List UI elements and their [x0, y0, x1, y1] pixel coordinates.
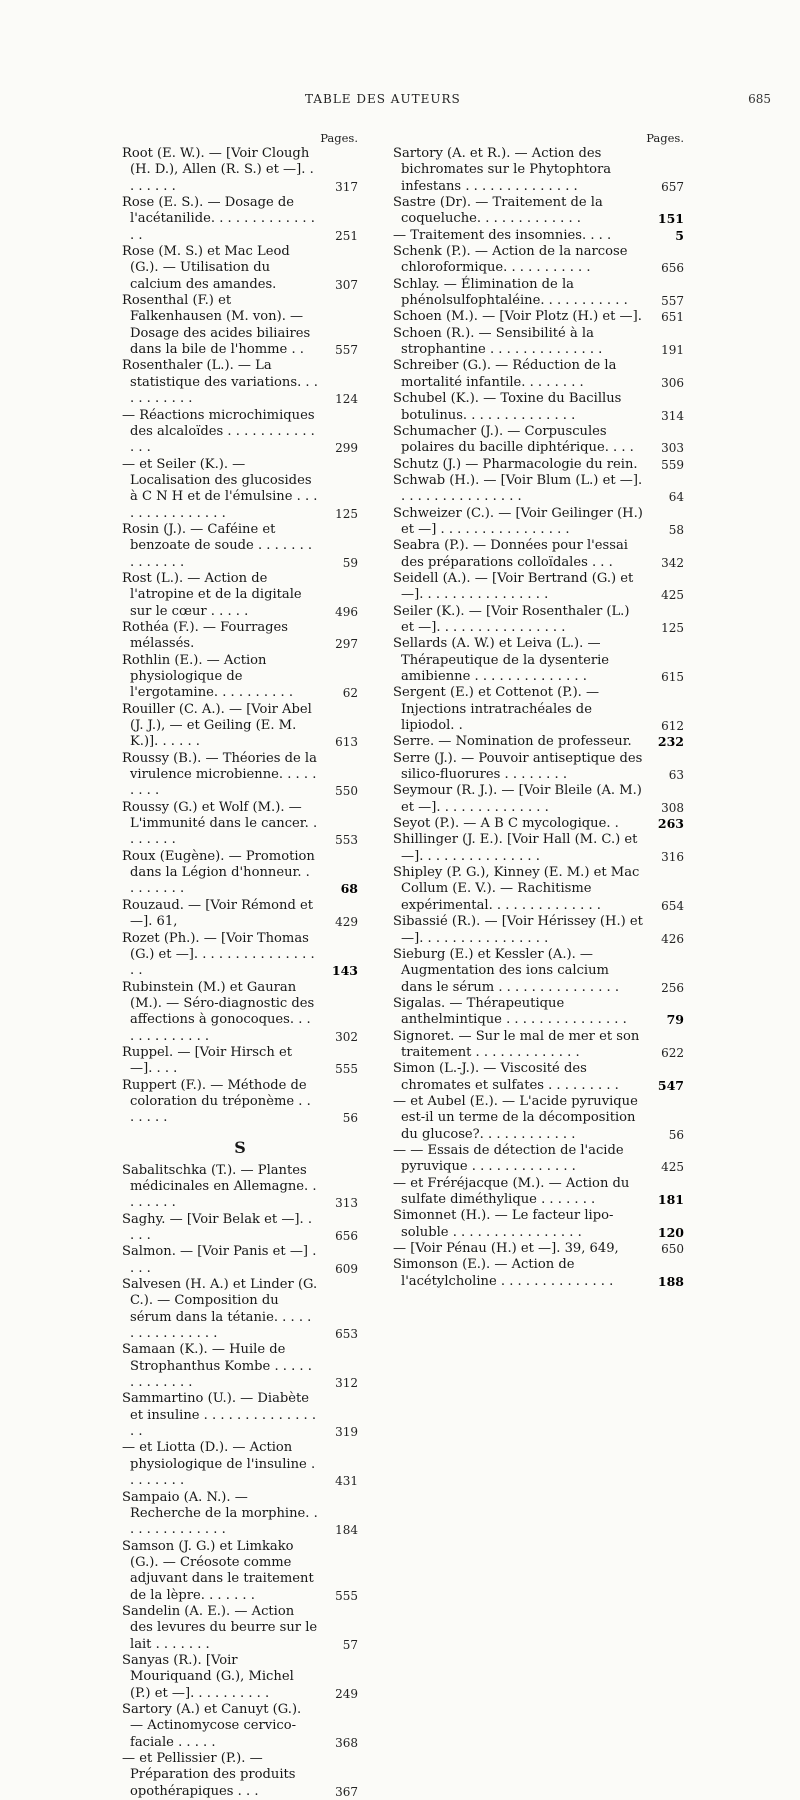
entry-page: 314: [661, 408, 684, 423]
index-entry: [393, 228, 684, 244]
index-entry: [393, 1208, 684, 1241]
entry-text: Rose (M. S.) et Mac Leod (G.). — Utilisation du calcium des amandes.: [122, 244, 290, 292]
index-entry: [122, 849, 358, 898]
index-entry: [122, 358, 358, 407]
entry-page: 303: [661, 441, 684, 456]
entry-text: Rouzaud. — [Voir Rémond et —]. 61,: [122, 897, 314, 930]
index-entry: [393, 996, 684, 1029]
entry-text: Sandelin (A. E.). — Action des levures du beurre sur le lait . . . . . . .: [122, 1603, 318, 1652]
entry-page: 317: [335, 179, 358, 194]
entry-page: 64: [668, 490, 684, 505]
index-entry: [393, 1029, 684, 1062]
entry-text: Samaan (K.). — Huile de Strophanthus Kombe . . . . . . . . . . . . .: [122, 1342, 312, 1391]
entry-text: Schoen (M.). — [Voir Plotz (H.) et —].: [393, 309, 642, 325]
index-entry: [393, 391, 684, 424]
entry-page: 557: [661, 294, 684, 309]
running-title: TABLE DES AUTEURS: [305, 92, 461, 106]
entry-text: Sergent (E.) et Cottenot (P.). — Injections intratrachéales de lipiodol. .: [393, 685, 600, 734]
entry-page: 622: [661, 1045, 684, 1060]
entry-text: Saghy. — [Voir Belak et —]. . . . .: [122, 1211, 313, 1243]
entry-page: 547: [657, 1077, 684, 1093]
entry-page: 615: [661, 670, 684, 684]
entry-text: Root (E. W.). — [Voir Clough (H. D.), Allen (R. S.) et —]. . . . . . . .: [122, 146, 314, 194]
entry-page: 62: [342, 686, 358, 701]
entry-text: Sartory (A. et R.). — Action des bichromates sur le Phytophtora infestans . . . . . . . . . . . . . .: [393, 146, 612, 194]
index-entry: [393, 685, 684, 734]
entry-page: 612: [661, 719, 684, 734]
index-entry: [122, 195, 358, 244]
entry-page: 550: [335, 784, 358, 799]
entry-page: 319: [335, 1425, 358, 1440]
entry-text: Sammartino (U.). — Diabète et insuline . . . . . . . . . . . . . . . .: [122, 1391, 317, 1440]
entry-page: 557: [335, 343, 358, 358]
index-entry: [122, 800, 358, 849]
entry-text: Serre (J.). — Pouvoir antiseptique des silico-fluorures . . . . . . . .: [393, 750, 643, 783]
index-entry: [122, 653, 358, 702]
entry-text: Sastre (Dr). — Traitement de la coqueluche. . . . . . . . . . . . .: [393, 195, 603, 227]
entry-page: 188: [657, 1273, 684, 1289]
entry-text: Simon (L.-J.). — Viscosité des chromates et sulfates . . . . . . . . .: [393, 1061, 619, 1093]
left-entries-after: [122, 1163, 358, 1800]
running-header: [0, 92, 800, 112]
index-entry: [393, 571, 684, 604]
entry-page: 59: [342, 555, 358, 570]
index-entry: [122, 457, 358, 522]
entry-text: Schlay. — Élimination de la phénolsulfophtaléine. . . . . . . . . . .: [393, 276, 628, 309]
entry-text: Signoret. — Sur le mal de mer et son traitement . . . . . . . . . . . . .: [393, 1028, 640, 1060]
entry-page: 63: [668, 768, 684, 783]
entry-text: Schumacher (J.). — Corpuscules polaires du bacille diphtérique. . . .: [393, 423, 634, 456]
entry-text: Schwab (H.). — [Voir Blum (L.) et —]. . . . . . . . . . . . . . . .: [393, 472, 643, 505]
entry-page: 651: [661, 310, 684, 325]
index-entry: [122, 1440, 358, 1489]
entry-page: 124: [335, 392, 358, 407]
entry-page: 555: [335, 1062, 358, 1077]
index-entry: [122, 620, 358, 653]
entry-text: — [Voir Pénau (H.) et —]. 39, 649,: [393, 1241, 619, 1257]
index-entry: [393, 1094, 684, 1143]
entry-page: 191: [661, 343, 684, 358]
entry-text: Ruppel. — [Voir Hirsch et —]. . . .: [122, 1044, 292, 1077]
index-entry: [393, 751, 684, 784]
index-entry: [122, 702, 358, 751]
entry-page: 426: [661, 931, 684, 946]
index-entry: [122, 1604, 358, 1653]
index-entry: [393, 1061, 684, 1094]
pages-label: Pages.: [646, 131, 684, 145]
entry-text: Shipley (P. G.), Kinney (E. M.) et Mac Collum (E. V.). — Rachitisme expérimental. . . . . . . . . . . . . .: [393, 865, 640, 913]
index-entry: [122, 1244, 358, 1277]
index-entry: [122, 571, 358, 620]
entry-text: Seabra (P.). — Données pour l'essai des préparations colloïdales . . .: [393, 538, 628, 570]
index-entry: [122, 1212, 358, 1245]
page-number: 685: [748, 92, 771, 106]
index-entry: [393, 914, 684, 947]
entry-page: 425: [661, 1160, 684, 1175]
entry-page: 429: [335, 915, 358, 930]
entry-page: 56: [668, 1127, 684, 1142]
entry-text: Serre. — Nomination de professeur.: [393, 734, 632, 750]
index-entry: [393, 1143, 684, 1176]
entry-text: Schreiber (G.). — Réduction de la mortalité infantile. . . . . . . .: [393, 358, 617, 390]
entry-text: — Traitement des insomnies. . . .: [393, 227, 612, 243]
index-entry: [122, 1702, 358, 1751]
entry-text: Salmon. — [Voir Panis et —] . . . .: [122, 1244, 317, 1276]
entry-text: Rothéa (F.). — Fourrages mélassés.: [122, 619, 289, 652]
index-entry: [393, 277, 684, 310]
index-entry: [393, 816, 684, 832]
entry-text: Schubel (K.). — Toxine du Bacillus botulinus. . . . . . . . . . . . . .: [393, 391, 622, 423]
entry-text: Sibassié (R.). — [Voir Hérissey (H.) et —]. . . . . . . . . . . . . . . .: [393, 914, 643, 946]
entry-text: — et Liotta (D.). — Action physiologique de l'insuline . . . . . . . .: [122, 1440, 316, 1489]
index-entry: [393, 865, 684, 914]
entry-page: 342: [661, 555, 684, 570]
entry-text: Seidell (A.). — [Voir Bertrand (G.) et —]. . . . . . . . . . . . . . . .: [393, 570, 634, 603]
index-entry: [393, 832, 684, 865]
entry-text: Schutz (J.) — Pharmacologie du rein.: [393, 456, 638, 472]
index-entry: [393, 604, 684, 637]
index-entry: [122, 1045, 358, 1078]
entry-text: Sieburg (E.) et Kessler (A.). — Augmentation des ions calcium dans le sérum . . . . . . . . . . . . . . .: [393, 946, 620, 995]
entry-text: Rothlin (E.). — Action physiologique de l'ergotamine. . . . . . . . . .: [122, 652, 293, 701]
entry-page: 656: [335, 1229, 358, 1243]
index-entry: [122, 522, 358, 571]
pages-label: Pages.: [320, 131, 358, 145]
index-entry: [122, 244, 358, 293]
index-entry: [393, 1257, 684, 1290]
entry-page: 302: [335, 1029, 358, 1044]
entry-text: Roux (Eugène). — Promotion dans la Légion d'honneur. . . . . . . . .: [122, 848, 315, 897]
index-entry: [122, 1391, 358, 1440]
index-entry: [393, 195, 684, 228]
entry-page: 316: [661, 849, 684, 864]
entry-page: 653: [335, 1327, 358, 1342]
entry-page: 232: [657, 734, 684, 750]
entry-page: 431: [335, 1474, 358, 1489]
entry-page: 657: [661, 179, 684, 194]
entry-page: 297: [335, 637, 358, 652]
index-entry: [393, 947, 684, 996]
index-entry: [393, 1176, 684, 1209]
index-entry: [122, 1751, 358, 1800]
index-entry: [393, 309, 684, 325]
entry-text: Rubinstein (M.) et Gauran (M.). — Séro-diagnostic des affections à gonocoques. . . . . . . . . . . . .: [122, 979, 315, 1044]
entry-page: 58: [668, 522, 684, 537]
entry-text: — et Seiler (K.). — Localisation des glucosides à C N H et de l'émulsine . . . . . . . . . . . . . . .: [122, 456, 318, 521]
entry-text: Rosenthal (F.) et Falkenhausen (M. von). — Dosage des acides biliaires dans la bile de l'homme . .: [122, 293, 311, 358]
index-entry: [393, 424, 684, 457]
entry-page: 79: [666, 1012, 684, 1028]
index-entry: [122, 1277, 358, 1342]
entry-text: — — Essais de détection de l'acide pyruvique . . . . . . . . . . . . .: [393, 1142, 624, 1175]
entry-text: Roussy (B.). — Théories de la virulence microbienne. . . . . . . . .: [122, 750, 317, 799]
entry-text: — Réactions microchimiques des alcaloïdes . . . . . . . . . . . . . .: [122, 407, 315, 456]
left-column: [122, 130, 358, 1800]
entry-text: Schweizer (C.). — [Voir Geilinger (H.) et —] . . . . . . . . . . . . . . . .: [393, 505, 643, 537]
entry-page: 425: [661, 588, 684, 603]
entry-page: 256: [661, 980, 684, 995]
entry-page: 307: [335, 277, 358, 292]
entry-page: 125: [335, 506, 358, 521]
index-entry: [122, 1163, 358, 1212]
entry-page: 306: [661, 375, 684, 390]
entry-page: 367: [335, 1784, 358, 1799]
entry-page: 555: [335, 1588, 358, 1603]
entry-page: 251: [335, 228, 358, 243]
entry-page: 56: [342, 1111, 358, 1126]
entry-text: Roussy (G.) et Wolf (M.). — L'immunité dans le cancer. . . . . . . .: [122, 799, 318, 848]
entry-page: 143: [331, 963, 358, 979]
index-entry: [393, 783, 684, 816]
entry-text: Ruppert (F.). — Méthode de coloration du tréponème . . . . . . .: [122, 1077, 311, 1126]
entry-page: 120: [657, 1224, 684, 1240]
entry-text: Sanyas (R.). [Voir Mouriquand (G.), Michel (P.) et —]. . . . . . . . . .: [122, 1652, 294, 1701]
entry-text: Simonnet (H.). — Le facteur lipo-soluble . . . . . . . . . . . . . . . .: [393, 1208, 614, 1240]
entry-page: 313: [335, 1196, 358, 1211]
entry-page: 312: [335, 1376, 358, 1391]
entry-text: Sabalitschka (T.). — Plantes médicinales en Allemagne. . . . . . . .: [122, 1162, 317, 1211]
entry-text: — et Fréréjacque (M.). — Action du sulfate diméthylique . . . . . . .: [393, 1175, 630, 1207]
index-entry: [122, 293, 358, 358]
index-entry: [122, 1078, 358, 1127]
entry-text: Rose (E. S.). — Dosage de l'acétanilide. . . . . . . . . . . . . . .: [122, 195, 315, 243]
index-entry: [122, 751, 358, 800]
entry-page: 650: [661, 1242, 684, 1257]
entry-text: Salvesen (H. A.) et Linder (G. C.). — Composition du sérum dans la tétanie. . . . . . . . . . . . . . . .: [122, 1277, 318, 1342]
entry-page: 553: [335, 833, 358, 848]
entry-page: 151: [657, 211, 684, 227]
entry-page: 308: [661, 800, 684, 815]
entry-text: Shillinger (J. E.). [Voir Hall (M. C.) et —]. . . . . . . . . . . . . . .: [393, 832, 638, 864]
entry-page: 181: [657, 1192, 684, 1207]
entry-text: Seiler (K.). — [Voir Rosenthaler (L.) et —]. . . . . . . . . . . . . . . .: [393, 603, 630, 635]
entry-text: Rosenthaler (L.). — La statistique des variations. . . . . . . . . . .: [122, 358, 318, 407]
entry-page: 368: [335, 1735, 358, 1750]
index-entry: [122, 898, 358, 931]
left-entries-before: [122, 146, 358, 1127]
entry-text: Rost (L.). — Action de l'atropine et de la digitale sur le cœur . . . . .: [122, 570, 302, 619]
right-entries: [393, 146, 684, 1290]
entry-page: 559: [661, 457, 684, 472]
index-entry: [393, 538, 684, 571]
entry-text: — et Pellissier (P.). — Préparation des produits opothérapiques . . .: [122, 1751, 296, 1799]
entry-page: 656: [661, 261, 684, 276]
index-entry: [393, 473, 684, 506]
index-entry: [122, 980, 358, 1045]
entry-page: 184: [335, 1523, 358, 1538]
entry-text: Rozet (Ph.). — [Voir Thomas (G.) et —]. . . . . . . . . . . . . . . . .: [122, 930, 315, 979]
entry-page: 299: [335, 441, 358, 456]
entry-page: 496: [335, 604, 358, 619]
index-entry: [393, 244, 684, 277]
index-entry: [393, 146, 684, 195]
entry-page: 68: [340, 881, 358, 897]
entry-text: Sartory (A.) et Canuyt (G.). — Actinomycose cervico-faciale . . . . .: [122, 1701, 302, 1750]
index-entry: [122, 408, 358, 457]
index-entry: [393, 506, 684, 539]
entry-text: Sampaio (A. N.). — Recherche de la morphine. . . . . . . . . . . . . .: [122, 1489, 318, 1538]
entry-page: 263: [657, 816, 684, 832]
entry-text: Schenk (P.). — Action de la narcose chloroformique. . . . . . . . . . .: [393, 244, 628, 276]
entry-text: Simonson (E.). — Action de l'acétylcholine . . . . . . . . . . . . . .: [393, 1257, 614, 1289]
entry-text: Seyot (P.). — A B C mycologique. .: [393, 816, 619, 832]
index-entry: [122, 1653, 358, 1702]
entry-page: 125: [661, 620, 684, 635]
entry-page: 654: [661, 898, 684, 913]
entry-text: — et Aubel (E.). — L'acide pyruvique est-il un terme de la décomposition du glucose?. . . . . . . . . . . .: [393, 1093, 638, 1142]
entry-page: 249: [335, 1686, 358, 1701]
index-entry: [122, 1490, 358, 1539]
index-entry: [393, 457, 684, 473]
entry-page: 609: [335, 1261, 358, 1276]
entry-page: 613: [335, 735, 358, 750]
index-entry: [122, 931, 358, 980]
entry-text: Rosin (J.). — Caféine et benzoate de soude . . . . . . . . . . . . . .: [122, 521, 313, 570]
index-entry: [393, 358, 684, 391]
entry-text: Seymour (R. J.). — [Voir Bleile (A. M.) et —]. . . . . . . . . . . . . .: [393, 783, 642, 815]
index-entry: [393, 636, 684, 685]
entry-text: Rouiller (C. A.). — [Voir Abel (J. J.), — et Geiling (E. M. K.)]. . . . . .: [122, 701, 312, 750]
section-letter: S: [234, 1137, 246, 1157]
entry-text: Schoen (R.). — Sensibilité à la strophantine . . . . . . . . . . . . . .: [393, 325, 603, 358]
index-entry: [122, 1342, 358, 1391]
index-entry: [122, 146, 358, 195]
entry-page: 57: [342, 1637, 358, 1652]
entry-text: Samson (J. G.) et Limkako (G.). — Créosote comme adjuvant dans le traitement de la lèpre. . . . . . .: [122, 1538, 314, 1603]
index-entry: [393, 1241, 684, 1257]
right-column: [393, 130, 684, 1290]
index-entry: [393, 734, 684, 750]
entry-text: Sigalas. — Thérapeutique anthelmintique . . . . . . . . . . . . . . .: [393, 995, 627, 1028]
index-entry: [122, 1539, 358, 1604]
entry-page: 5: [675, 227, 684, 243]
index-entry: [393, 326, 684, 359]
entry-text: Sellards (A. W.) et Leiva (L.). — Thérapeutique de la dysenterie amibienne . . . . . . . . . . . . . .: [393, 636, 610, 684]
